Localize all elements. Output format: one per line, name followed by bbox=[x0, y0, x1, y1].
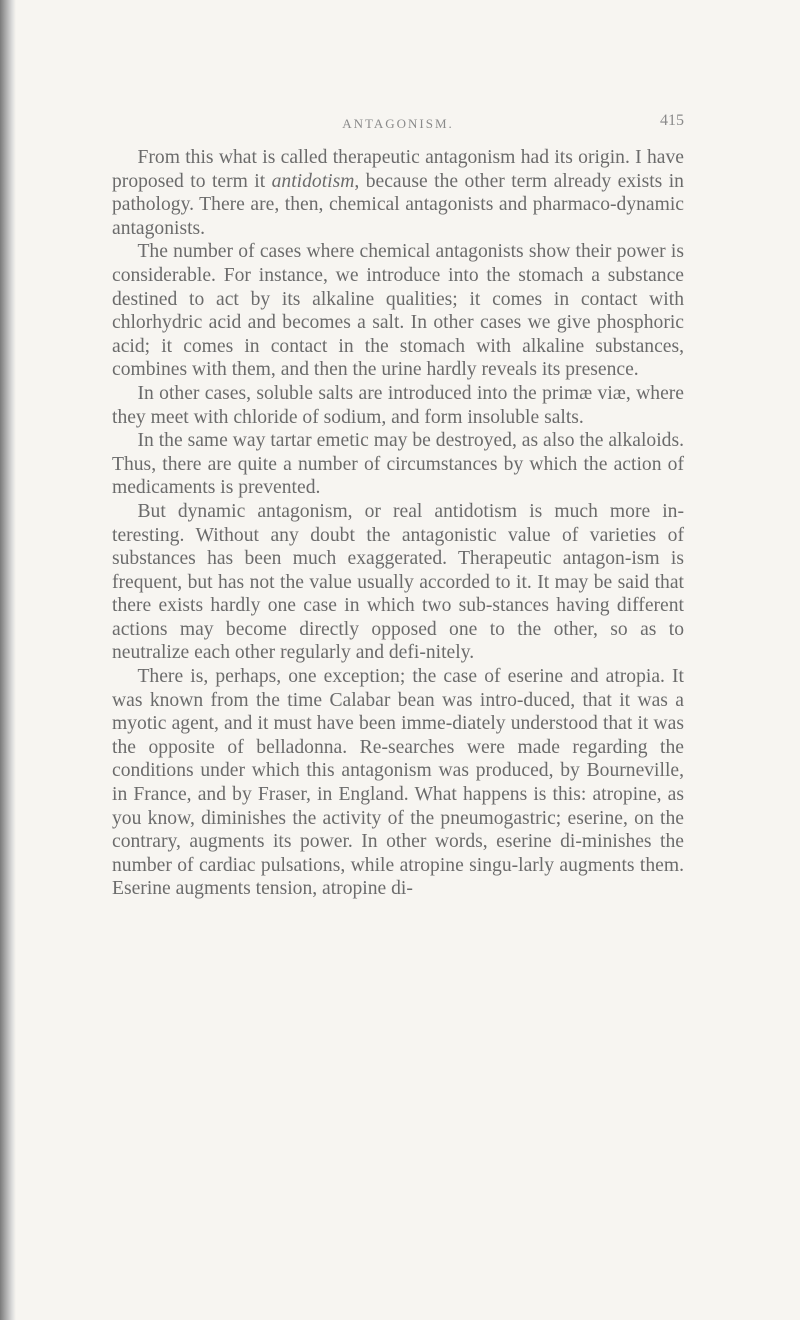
italic-term: antidotism bbox=[271, 170, 355, 192]
running-title: ANTAGONISM. bbox=[342, 116, 454, 131]
page-header bbox=[112, 112, 684, 136]
paragraph-5: But dynamic antagonism, or real antidotism is much more in-teresting. Without any doubt the antagonistic value of varieties of substances has been much exaggerated. Therapeutic antagon-ism is frequent, but has not the value usually accorded to it. It may be said that there exists hardly one case in which two sub-stances having different actions may become directly opposed one to the other, so as to neutralize each other regularly and defi-nitely. bbox=[112, 500, 684, 664]
book-spine-shadow bbox=[0, 0, 16, 1320]
paragraph-6: There is, perhaps, one exception; the case of eserine and atropia. It was known from the time Calabar bean was intro-duced, that it was a myotic agent, and it must have been imme-diately understood that it was the opposite of belladonna. Re-searches were made regarding the conditions under which this antagonism was produced, by Bourneville, in France, and by Fraser, in England. What happens is this: atropine, as you know, diminishes the activity of the pneumogastric; eserine, on the contrary, augments its power. In other words, eserine di-minishes the number of cardiac pulsations, while atropine singu-larly augments them. Eserine augments tension, atropine di- bbox=[112, 666, 684, 900]
book-page bbox=[112, 112, 684, 901]
paragraph-3: In other cases, soluble salts are introduced into the primæ viæ, where they meet with chloride of sodium, and form insoluble salts. bbox=[112, 382, 684, 428]
paragraph-1-text-a: From this what is called therapeutic antagonism had its origin. I have proposed to term it bbox=[112, 147, 684, 192]
page-number: 415 bbox=[660, 112, 684, 129]
paragraph-4: In the same way tartar emetic may be destroyed, as also the alkaloids. Thus, there are quite a number of circumstances by which the action of medicaments is prevented. bbox=[112, 430, 684, 499]
paragraph-1 bbox=[112, 146, 684, 240]
paragraph-2: The number of cases where chemical antagonists show their power is considerable. For instance, we introduce into the stomach a substance destined to act by its alkaline qualities; it comes in contact with chlorhydric acid and becomes a salt. In other cases we give phosphoric acid; it comes in contact in the stomach with alkaline substances, combines with them, and then the urine hardly reveals its presence. bbox=[112, 241, 684, 381]
body-text bbox=[112, 146, 684, 901]
paragraph-1-text-b: , because the other term already exists in pathology. There are, then, chemical antagonists and pharmaco-dynamic antagonists. bbox=[112, 170, 684, 239]
